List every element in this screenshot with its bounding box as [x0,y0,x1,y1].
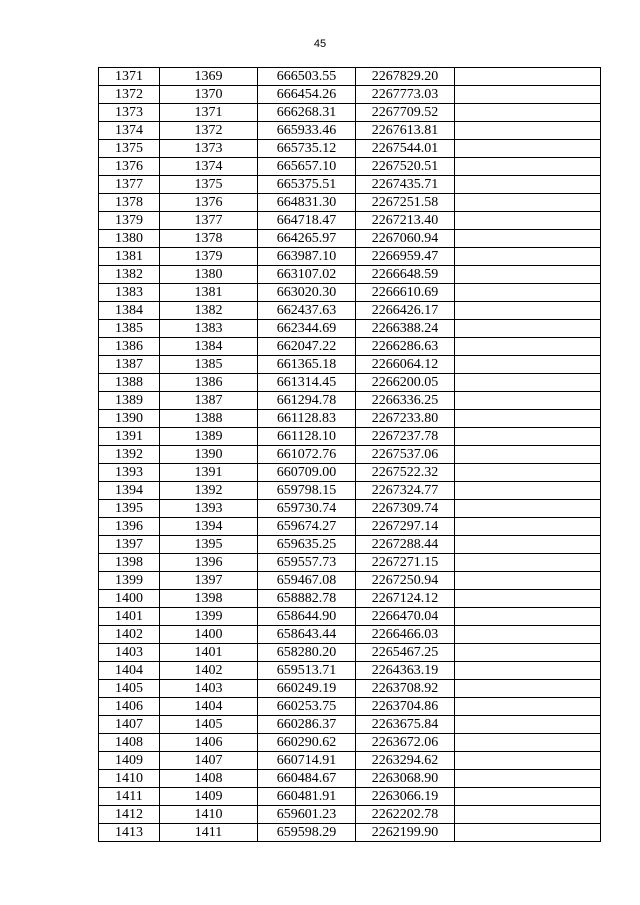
table-cell: 1382 [99,266,160,284]
table-cell: 2267773.03 [356,86,455,104]
table-cell: 1379 [160,248,258,266]
table-cell: 661294.78 [258,392,356,410]
table-cell: 1391 [160,464,258,482]
table-cell [455,482,601,500]
table-cell: 2267251.58 [356,194,455,212]
table-cell: 1392 [99,446,160,464]
table-cell: 1374 [99,122,160,140]
table-cell: 1390 [160,446,258,464]
table-cell: 659635.25 [258,536,356,554]
table-cell: 1383 [99,284,160,302]
table-cell [455,824,601,842]
table-cell [455,284,601,302]
table-cell: 1385 [99,320,160,338]
table-cell [455,212,601,230]
table-cell: 665933.46 [258,122,356,140]
table-cell [455,446,601,464]
table-cell: 664718.47 [258,212,356,230]
table-cell [455,806,601,824]
table-cell: 1385 [160,356,258,374]
table-cell: 660253.75 [258,698,356,716]
table-cell: 1371 [160,104,258,122]
table-cell: 666503.55 [258,68,356,86]
table-row [99,464,601,482]
coordinates-table [98,67,601,842]
table-row [99,536,601,554]
table-cell [455,338,601,356]
table-row [99,518,601,536]
table-cell [455,500,601,518]
table-cell: 2263704.86 [356,698,455,716]
table-cell [455,374,601,392]
table-cell: 1381 [99,248,160,266]
table-row [99,266,601,284]
table-cell: 1389 [99,392,160,410]
table-cell: 1405 [160,716,258,734]
table-cell: 2266286.63 [356,338,455,356]
table-cell [455,626,601,644]
table-row [99,230,601,248]
table-cell [455,752,601,770]
table-cell [455,536,601,554]
table-cell: 2267124.12 [356,590,455,608]
table-cell: 2267237.78 [356,428,455,446]
table-cell: 1376 [160,194,258,212]
table-cell: 659730.74 [258,500,356,518]
table-cell: 1387 [99,356,160,374]
table-cell: 660714.91 [258,752,356,770]
table-cell: 2267288.44 [356,536,455,554]
table-row [99,680,601,698]
table-cell: 1382 [160,302,258,320]
table-cell: 664265.97 [258,230,356,248]
table-cell: 1386 [160,374,258,392]
table-cell: 1373 [99,104,160,122]
table-cell: 659513.71 [258,662,356,680]
table-cell [455,302,601,320]
table-cell: 1399 [160,608,258,626]
table-cell: 1396 [160,554,258,572]
table-cell [455,518,601,536]
table-row [99,500,601,518]
table-cell: 1408 [99,734,160,752]
table-row [99,788,601,806]
table-cell: 2267829.20 [356,68,455,86]
table-row [99,626,601,644]
table-cell: 1388 [99,374,160,392]
table-cell: 659601.23 [258,806,356,824]
table-cell [455,644,601,662]
table-cell: 1403 [99,644,160,662]
table-cell [455,194,601,212]
table-row [99,752,601,770]
table-row [99,374,601,392]
table-row [99,194,601,212]
table-cell: 2267709.52 [356,104,455,122]
table-row [99,392,601,410]
table-cell: 1411 [99,788,160,806]
table-cell: 658643.44 [258,626,356,644]
table-cell: 1398 [160,590,258,608]
table-cell: 1384 [99,302,160,320]
table-cell: 1413 [99,824,160,842]
table-cell [455,176,601,194]
table-cell [455,734,601,752]
table-cell: 1375 [160,176,258,194]
table-cell: 1411 [160,824,258,842]
table-cell: 1400 [160,626,258,644]
table-row [99,140,601,158]
table-cell: 2263675.84 [356,716,455,734]
table-cell: 1407 [99,716,160,734]
table-row [99,806,601,824]
table-cell: 660709.00 [258,464,356,482]
table-cell: 2267309.74 [356,500,455,518]
table-cell: 2267060.94 [356,230,455,248]
table-cell [455,788,601,806]
table-cell: 1412 [99,806,160,824]
table-row [99,176,601,194]
table-cell: 1372 [160,122,258,140]
table-cell: 666268.31 [258,104,356,122]
table-cell: 1378 [99,194,160,212]
table-row [99,698,601,716]
table-cell: 1383 [160,320,258,338]
table-cell: 2267250.94 [356,572,455,590]
table-cell [455,320,601,338]
table-cell: 663987.10 [258,248,356,266]
table-cell: 662437.63 [258,302,356,320]
table-row [99,644,601,662]
table-cell [455,86,601,104]
table-row [99,716,601,734]
table-row [99,410,601,428]
table-cell: 2267297.14 [356,518,455,536]
table-cell: 665375.51 [258,176,356,194]
table-cell: 1379 [99,212,160,230]
table-cell: 1374 [160,158,258,176]
table-cell: 1406 [99,698,160,716]
table-cell: 2266426.17 [356,302,455,320]
table-cell: 2267324.77 [356,482,455,500]
table-cell: 1390 [99,410,160,428]
table-cell: 1410 [160,806,258,824]
table-cell: 1401 [99,608,160,626]
table-cell: 1402 [99,626,160,644]
table-row [99,284,601,302]
table-cell: 2267522.32 [356,464,455,482]
table-row [99,482,601,500]
table-cell: 1402 [160,662,258,680]
table-cell [455,104,601,122]
table-cell: 1373 [160,140,258,158]
table-cell: 1394 [160,518,258,536]
table-cell [455,572,601,590]
table-cell [455,554,601,572]
table-row [99,212,601,230]
table-cell: 659598.29 [258,824,356,842]
table-cell: 2263672.06 [356,734,455,752]
table-row [99,590,601,608]
table-cell [455,680,601,698]
table-row [99,734,601,752]
table-cell: 1389 [160,428,258,446]
table-cell [455,428,601,446]
table-cell: 1392 [160,482,258,500]
table-cell: 661128.10 [258,428,356,446]
table-cell [455,230,601,248]
table-cell [455,158,601,176]
table-cell: 665657.10 [258,158,356,176]
table-cell: 1381 [160,284,258,302]
table-cell: 1396 [99,518,160,536]
table-cell: 2266470.04 [356,608,455,626]
table-cell: 1388 [160,410,258,428]
table-cell: 2266610.69 [356,284,455,302]
table-cell: 2267520.51 [356,158,455,176]
table-cell: 1393 [160,500,258,518]
table-cell: 660249.19 [258,680,356,698]
table-cell: 2267537.06 [356,446,455,464]
table-cell: 1386 [99,338,160,356]
table-cell: 1395 [99,500,160,518]
table-cell [455,356,601,374]
table-cell: 2263068.90 [356,770,455,788]
table-cell: 659467.08 [258,572,356,590]
table-cell: 2264363.19 [356,662,455,680]
table-cell: 2262199.90 [356,824,455,842]
table-cell: 664831.30 [258,194,356,212]
table-cell: 1371 [99,68,160,86]
table-cell: 662047.22 [258,338,356,356]
table-cell: 2267213.40 [356,212,455,230]
table-cell [455,590,601,608]
table-cell [455,140,601,158]
table-cell: 661128.83 [258,410,356,428]
table-cell: 1391 [99,428,160,446]
table-cell: 659557.73 [258,554,356,572]
table-cell: 660286.37 [258,716,356,734]
table-row [99,770,601,788]
table-cell [455,266,601,284]
table-cell: 2266200.05 [356,374,455,392]
table-row [99,158,601,176]
table-cell: 1398 [99,554,160,572]
table-cell [455,122,601,140]
table-cell: 2266959.47 [356,248,455,266]
table-row [99,356,601,374]
table-cell [455,716,601,734]
table-cell: 2266466.03 [356,626,455,644]
table-cell: 660484.67 [258,770,356,788]
table-cell [455,392,601,410]
table-row [99,338,601,356]
table-cell: 2262202.78 [356,806,455,824]
table-row [99,68,601,86]
table-cell: 1400 [99,590,160,608]
table-cell: 1406 [160,734,258,752]
table-cell: 663107.02 [258,266,356,284]
table-cell: 660481.91 [258,788,356,806]
table-cell [455,410,601,428]
table-cell: 1369 [160,68,258,86]
table-row [99,122,601,140]
table-cell: 1378 [160,230,258,248]
table-row [99,572,601,590]
table-cell: 1380 [99,230,160,248]
table-row [99,320,601,338]
table-cell: 2263066.19 [356,788,455,806]
table-row [99,428,601,446]
table-cell: 2267435.71 [356,176,455,194]
table-cell: 1393 [99,464,160,482]
table-cell: 665735.12 [258,140,356,158]
table-cell: 1404 [160,698,258,716]
table-cell: 2263294.62 [356,752,455,770]
page-number: 45 [313,38,327,50]
table-cell: 1384 [160,338,258,356]
table-cell: 659798.15 [258,482,356,500]
table-cell: 1377 [160,212,258,230]
table-cell: 1401 [160,644,258,662]
table-row [99,662,601,680]
table-cell: 661314.45 [258,374,356,392]
table-cell: 2263708.92 [356,680,455,698]
table-cell: 2266388.24 [356,320,455,338]
table-cell: 2267271.15 [356,554,455,572]
table-cell: 2267613.81 [356,122,455,140]
table-cell: 2265467.25 [356,644,455,662]
table-cell [455,662,601,680]
table-cell: 1410 [99,770,160,788]
table-row [99,608,601,626]
table-row [99,104,601,122]
table-cell: 2266064.12 [356,356,455,374]
table-cell: 1403 [160,680,258,698]
table-cell: 1370 [160,86,258,104]
table-cell: 661072.76 [258,446,356,464]
table-cell: 1380 [160,266,258,284]
table-cell: 1394 [99,482,160,500]
table-cell: 663020.30 [258,284,356,302]
table-cell: 1407 [160,752,258,770]
table-cell [455,698,601,716]
table-cell [455,68,601,86]
table-row [99,446,601,464]
table-row [99,302,601,320]
table-cell: 1409 [99,752,160,770]
table-cell: 662344.69 [258,320,356,338]
table-cell: 666454.26 [258,86,356,104]
table-row [99,248,601,266]
table-cell: 2266336.25 [356,392,455,410]
table-row [99,824,601,842]
table-cell [455,464,601,482]
table-cell: 658644.90 [258,608,356,626]
table-cell: 660290.62 [258,734,356,752]
table-cell: 1387 [160,392,258,410]
table-cell: 1376 [99,158,160,176]
table-cell: 1408 [160,770,258,788]
table-cell: 2267233.80 [356,410,455,428]
table-cell: 658280.20 [258,644,356,662]
table-cell: 1409 [160,788,258,806]
table-cell: 2266648.59 [356,266,455,284]
table-cell: 1405 [99,680,160,698]
table-row [99,554,601,572]
table-cell: 1375 [99,140,160,158]
table-cell: 2267544.01 [356,140,455,158]
table-cell: 1377 [99,176,160,194]
table-cell: 1372 [99,86,160,104]
table-cell: 1397 [160,572,258,590]
table-cell [455,248,601,266]
table-cell: 1397 [99,536,160,554]
table-row [99,86,601,104]
table-cell: 1395 [160,536,258,554]
table-cell: 659674.27 [258,518,356,536]
table-cell [455,608,601,626]
table-cell: 1399 [99,572,160,590]
table-body [99,68,601,842]
table-cell: 661365.18 [258,356,356,374]
table-cell: 658882.78 [258,590,356,608]
table-cell [455,770,601,788]
table-cell: 1404 [99,662,160,680]
